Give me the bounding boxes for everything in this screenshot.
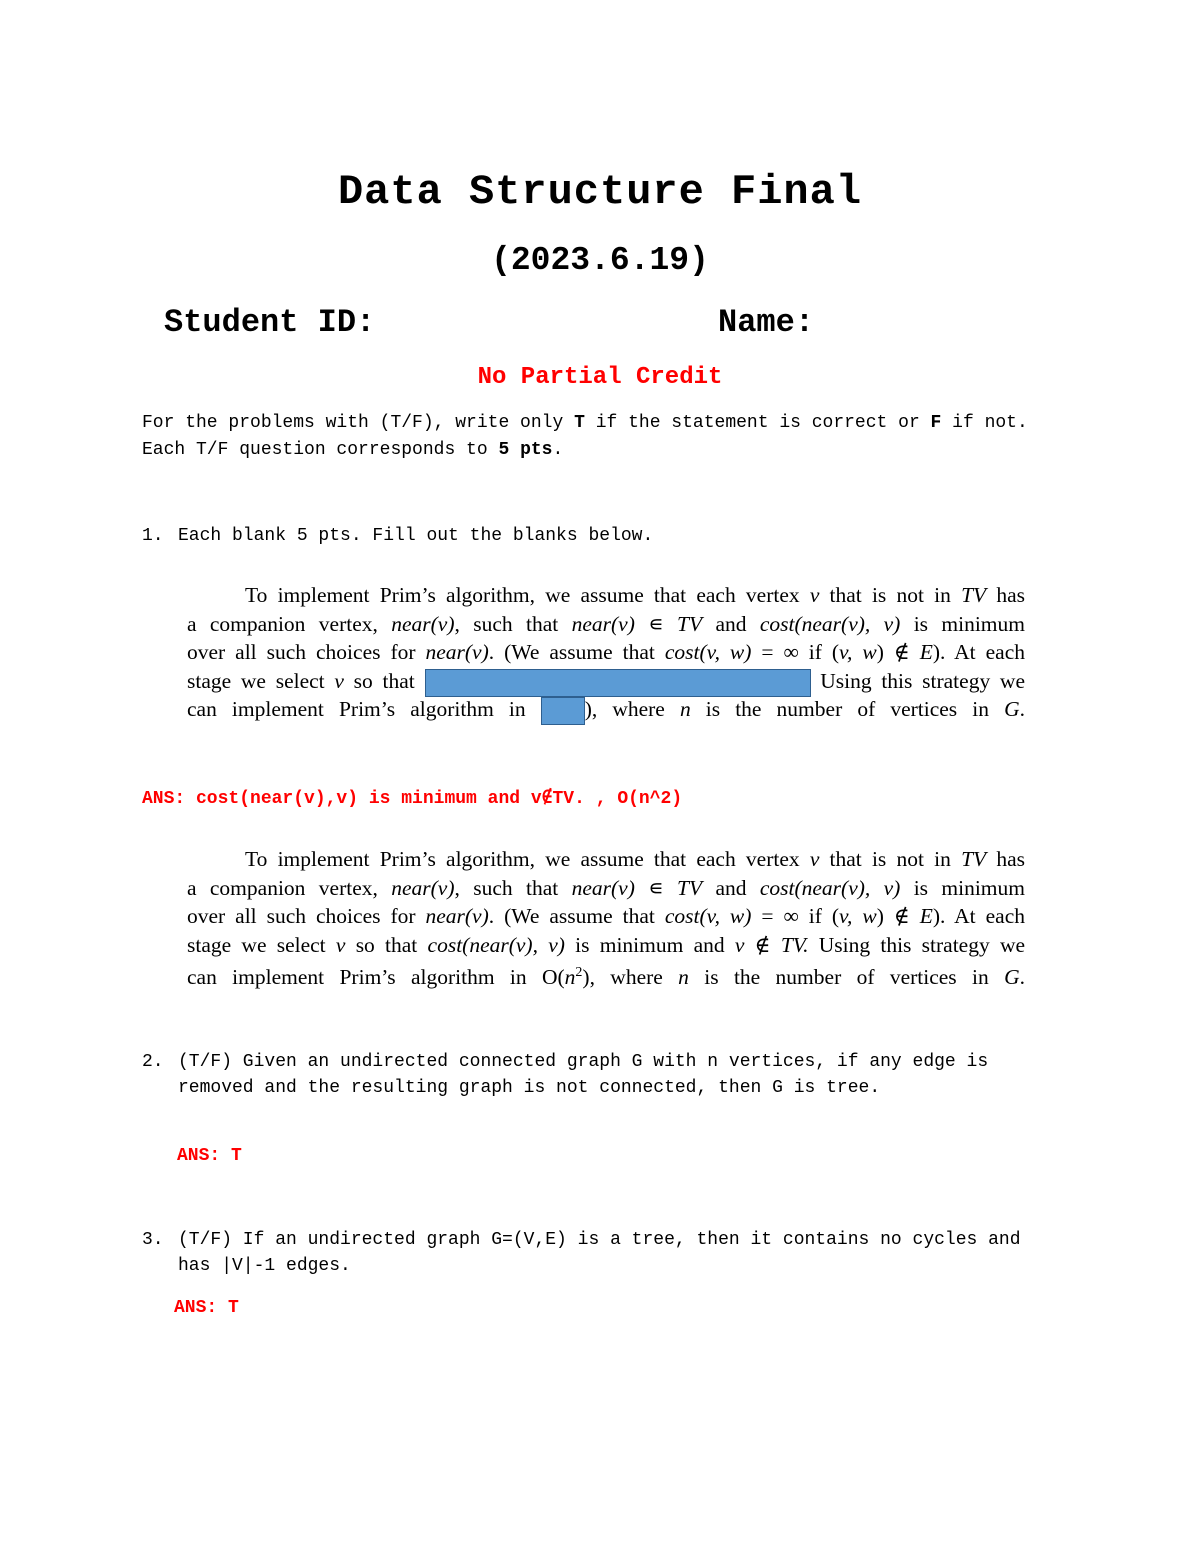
exam-date: (2023.6.19) [491,242,709,279]
answer-1: ANS: cost(near(v),v) is minimum and v∉TV. , O(n^2) [142,789,683,809]
excerpt-line: over all such choices for near(v). (We assume that cost(v, w) = ∞ if (v, w) ∉ E). At each [187,640,1026,665]
question-text: (T/F) If an undirected graph G=(V,E) is a tree, then it contains no cycles and has |V|-1 edges. [178,1230,1021,1276]
question-text: (T/F) Given an undirected connected graph G with n vertices, if any edge is removed and the resulting graph is not connected, then G is tree. [178,1052,989,1098]
instructions-text: if the statement is correct or [584,413,931,433]
excerpt-line: a companion vertex, near(v), such that near(v) ∊ TV and cost(near(v), v) is minimum [187,611,1025,636]
excerpt-line: stage we select v so that cost(near(v), v) is minimum and v ∉ TV. Using this strategy we [187,932,1026,957]
instructions-t: T [574,413,585,433]
question-3 [142,1227,1062,1281]
instructions-text: . [552,440,564,460]
page-title: Data Structure Final [337,168,863,216]
instructions-pts: 5 pts [498,440,553,460]
instructions-text: For the problems with (T/F), write only [142,413,575,433]
question-text: Each blank 5 pts. Fill out the blanks below. [178,526,654,546]
excerpt-line: stage we select v so that Using this strategy we [187,667,1025,696]
instructions [142,410,1062,464]
excerpt-line: To implement Prim’s algorithm, we assume that each vertex v that is not in TV has [245,847,1025,871]
name-label: Name: [718,304,815,341]
excerpt-line: over all such choices for near(v). (We assume that cost(v, w) = ∞ if (v, w) ∉ E). At each [187,904,1026,929]
answer-2: ANS: T [177,1146,242,1166]
question-2 [142,1049,1062,1129]
prim-excerpt-with-blanks [187,581,1025,724]
answer-blank-1 [425,669,811,697]
answer-blank-2 [541,697,585,725]
answer-3: ANS: T [174,1298,239,1318]
question-number: 1. [142,526,164,546]
prim-excerpt-filled [187,845,1025,988]
excerpt-line: a companion vertex, near(v), such that near(v) ∊ TV and cost(near(v), v) is minimum [187,875,1025,900]
excerpt-line: can implement Prim’s algorithm in ), where n is the number of vertices in G. [187,695,1025,724]
instructions-text: if not. Each T/F question corresponds to [142,413,1028,460]
student-id-label: Student ID: [164,304,376,341]
question-number: 3. [142,1230,164,1250]
instructions-f: F [930,413,942,433]
question-number: 2. [142,1052,164,1072]
excerpt-line: To implement Prim’s algorithm, we assume that each vertex v that is not in TV has [245,583,1025,607]
excerpt-line: can implement Prim’s algorithm in $O(n^2)$, where n is the number of vertices in G. [187,965,1025,990]
no-partial-credit-notice: No Partial Credit [477,364,723,391]
question-1 [142,523,1062,549]
